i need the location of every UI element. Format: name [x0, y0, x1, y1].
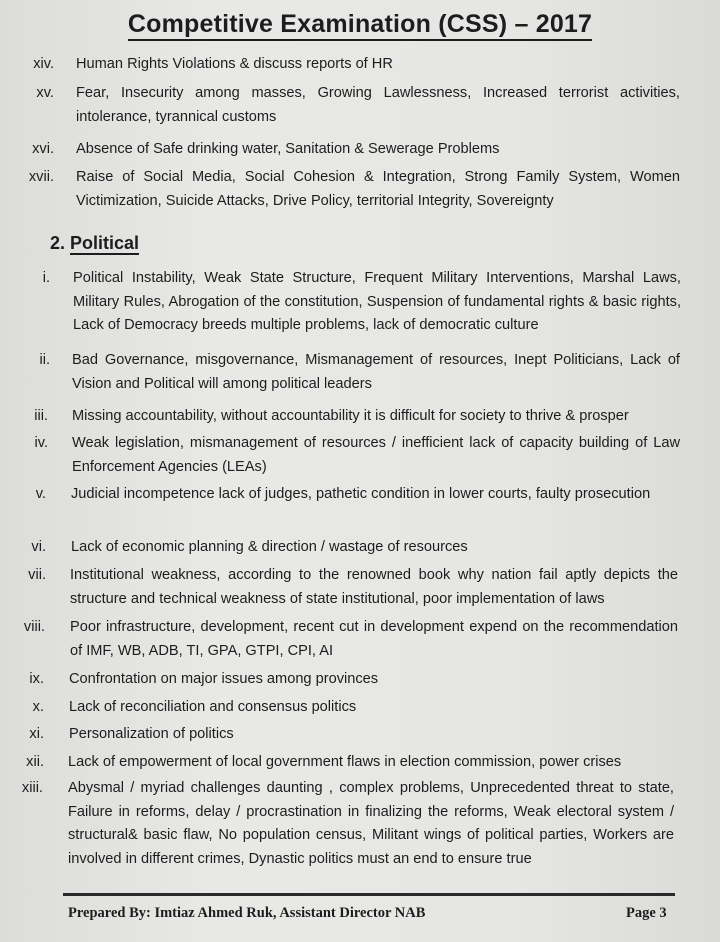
list-item-number: vii. [28, 567, 46, 583]
footer-prepared-by: Prepared By: Imtiaz Ahmed Ruk, Assistant Director NAB [68, 905, 426, 921]
list-item-number: iii. [34, 408, 48, 424]
list-item-text: Confrontation on major issues among provinces [69, 671, 379, 687]
list-item-number: ii. [39, 352, 50, 368]
list-item-text: Institutional weakness, according to the renowned book why nation fail aptly depicts the structure and technical weakness of state institutional, poor implementation of laws [70, 567, 678, 607]
list-item-number: xi. [29, 726, 44, 742]
list-item-text: Lack of reconciliation and consensus politics [69, 699, 357, 715]
list-item-number: iv. [34, 435, 48, 451]
page-title: Competitive Examination (CSS) – 2017 [0, 10, 720, 39]
list-item-number: xii. [26, 754, 44, 770]
list-item-text: Lack of economic planning & direction / wastage of resources [71, 539, 468, 555]
list-item-text: Lack of empowerment of local government flaws in election commission, power crises [68, 754, 622, 770]
list-item-text: Absence of Safe drinking water, Sanitation & Sewerage Problems [76, 141, 500, 157]
list-item-number: v. [35, 486, 46, 502]
list-item-number: x. [32, 699, 44, 715]
section-title: Political [70, 233, 140, 253]
list-item-text: Poor infrastructure, development, recent cut in development expend on the recommendation of IMF, WB, ADB, TI, GPA, GTPI, CPI, AI [70, 619, 678, 659]
list-item-number: xvi. [32, 141, 54, 157]
list-item-number: ix. [29, 671, 44, 687]
list-item-number: viii. [23, 619, 45, 635]
section-number: 2. [50, 233, 66, 253]
list-item-number: xiii. [21, 780, 43, 796]
list-item-text: Political Instability, Weak State Structure, Frequent Military Interventions, Marshal Laws, Military Rules, Abrogation of the constitution, Suspension of fundamental rights & basic rights, Lack of Democracy breeds multiple problems, lack of democratic culture [73, 270, 681, 333]
list-item-text: Raise of Social Media, Social Cohesion & Integration, Strong Family System, Women Victimization, Suicide Attacks, Drive Policy, territorial Integrity, Sovereignty [76, 169, 680, 209]
list-item-text: Fear, Insecurity among masses, Growing Lawlessness, Increased terrorist activities, intolerance, tyrannical customs [76, 85, 680, 125]
list-item-number: vi. [31, 539, 46, 555]
page-number: Page 3 [626, 905, 667, 921]
list-item-text: Bad Governance, misgovernance, Mismanagement of resources, Inept Politicians, Lack of Vision and Political will among political leaders [72, 352, 680, 392]
footer-divider [63, 893, 675, 896]
list-item-text: Abysmal / myriad challenges daunting , complex problems, Unprecedented threat to state, Failure in reforms, delay / procrastination in finalizing the reforms, Weak electoral system / structural& basic flaw, No population census, Militant wings of political parties, Workers are involved in different crimes, Dynastic politics must an end to ensure true [68, 780, 674, 867]
list-item-number: xv. [36, 85, 54, 101]
list-item-number: i. [42, 270, 50, 286]
section-heading [50, 233, 139, 254]
list-item-number: xiv. [33, 56, 54, 72]
list-item-number: xvii. [28, 169, 54, 185]
list-item-text: Human Rights Violations & discuss reports of HR [76, 56, 393, 72]
list-item-text: Weak legislation, mismanagement of resources / inefficient lack of capacity building of Law Enforcement Agencies (LEAs) [72, 435, 680, 475]
list-item-text: Personalization of politics [69, 726, 234, 742]
list-item-text: Missing accountability, without accountability it is difficult for society to thrive & prosper [72, 408, 629, 424]
list-item-text: Judicial incompetence lack of judges, pathetic condition in lower courts, faulty prosecution [71, 486, 651, 502]
